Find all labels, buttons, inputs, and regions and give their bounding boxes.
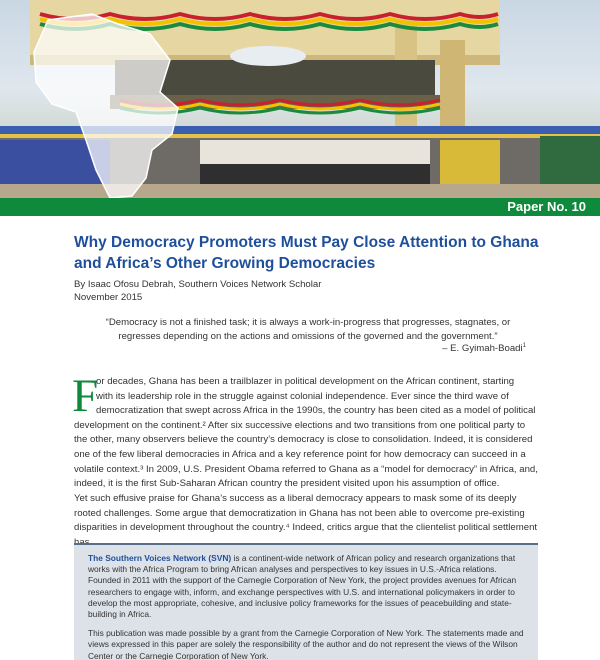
svn-info-box: [74, 543, 538, 660]
article-byline: By Isaac Ofosu Debrah, Southern Voices Network Scholar: [74, 279, 322, 290]
cover-photo-illustration: [0, 0, 600, 198]
para1-line-3: democratization that swept across Africa in the 1990s, the country has been cited as a model of political: [96, 405, 536, 417]
footnote-marker: 1: [522, 343, 526, 349]
article-date: November 2015: [74, 292, 143, 303]
para1-line-1: or decades, Ghana has been a trailblazer in political development on the African continent, starting: [96, 376, 515, 387]
body-paragraph-2: Yet such effusive praise for Ghana’s success as a liberal democracy appears to mask some of its deeply rooted challenges. Some argue that democratization in Ghana has not been able to overcome pre-existing disparities in development throughout the country.⁴ Indeed, critics argue that the clientelist political settlement: [74, 493, 538, 534]
article-title: Why Democracy Promoters Must Pay Close Attention to Ghana and Africa’s Other Growing Democracies: [74, 234, 539, 272]
para1-rest: development on the continent.² After six successive elections and two transitions from one political party to the other, many observers believe the country’s democracy is close to consolidation. Indeed, it is considered one of the few liberal democracies in Africa and a key reference point for how democracy can succeed in a volatile context.³ In 2009, U.S. President Obama referred to Ghana as a “model for democracy” in Africa, and, indeed, it is the first Sub-Saharan African country the president visited upon his assumption of office.: [74, 419, 538, 490]
epigraph-author: – E. Gyimah-Boadi: [442, 343, 523, 355]
svn-description-text: is a continent-wide network of African policy and research organizations that works with the Africa Program to bring African analyses and perspectives to key issues in U.S.-Africa relations. Founded in 2011 with the support of the Carnegie Corporation of New York, the project provides avenues for African researchers to engage with, inform, and exchange perspectives with U.S. and international policymakers in order to develop the most appropriate, cohesive, and inclusive policy frameworks for the issues of peacebuilding and state-building in Africa.: [88, 553, 517, 620]
cover-photo: [0, 0, 600, 198]
para1-line-2: with its leadership role in the struggle against colonial independence. Ever since the third wave of: [96, 390, 509, 402]
svn-name: The Southern Voices Network (SVN): [88, 553, 232, 563]
body-paragraph-1: [72, 370, 538, 492]
drop-cap: F: [72, 370, 99, 422]
svn-description: [88, 553, 524, 620]
epigraph-quote: “Democracy is not a finished task; it is always a work-in-progress that progresses, stagnates, or regresses depending on the actions and omissions of the governed and the government.”: [105, 317, 511, 342]
paper-number: Paper No. 10: [507, 199, 586, 214]
funding-statement: This publication was made possible by a grant from the Carnegie Corporation of New York. The statements made and views expressed in this paper are solely the responsibility of the author and do not represent the views of the Wilson Center or the Carnegie Corporation of New York.: [88, 628, 524, 660]
epigraph-attribution: [442, 343, 526, 354]
